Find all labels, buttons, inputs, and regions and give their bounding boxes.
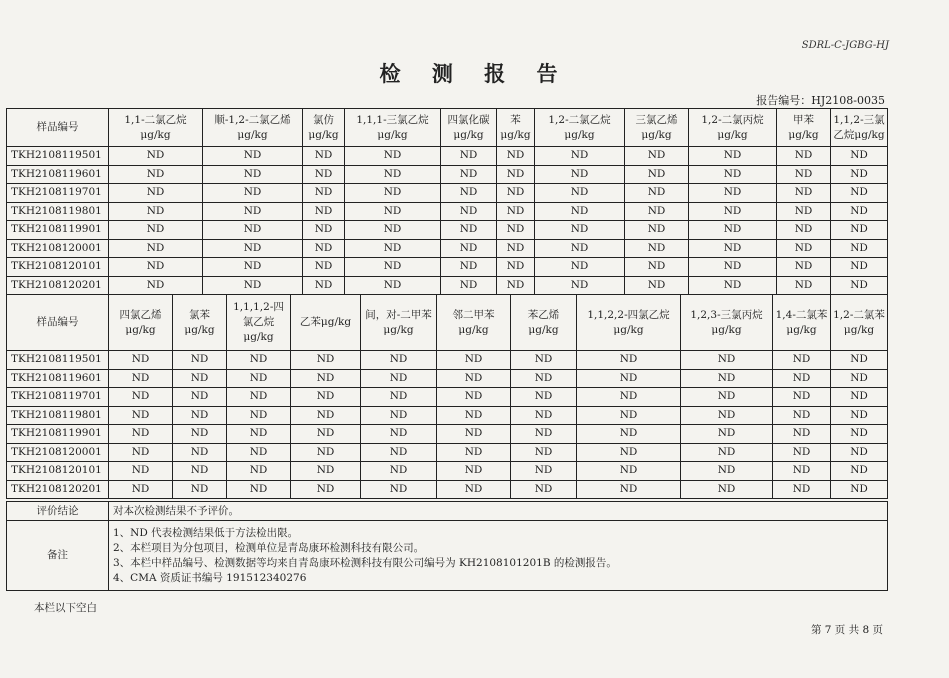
result-cell: ND <box>831 147 888 166</box>
result-cell: ND <box>441 276 497 295</box>
result-cell: ND <box>497 202 535 221</box>
result-cell: ND <box>291 406 361 425</box>
sample-id-cell: TKH2108120001 <box>7 443 109 462</box>
result-cell: ND <box>441 202 497 221</box>
analyte-header: 1,1-二氯乙烷 μg/kg <box>109 109 203 147</box>
table-row <box>7 406 888 425</box>
result-cell: ND <box>777 147 831 166</box>
result-cell: ND <box>577 351 681 370</box>
result-cell: ND <box>689 202 777 221</box>
result-cell: ND <box>227 351 291 370</box>
result-cell: ND <box>497 258 535 277</box>
result-cell: ND <box>831 202 888 221</box>
sample-id-cell: TKH2108120201 <box>7 276 109 295</box>
result-cell: ND <box>109 165 203 184</box>
result-cell: ND <box>689 221 777 240</box>
result-cell: ND <box>777 221 831 240</box>
result-cell: ND <box>773 369 831 388</box>
conclusion-text: 对本次检测结果不予评价。 <box>109 502 888 521</box>
result-cell: ND <box>535 202 625 221</box>
result-cell: ND <box>831 369 888 388</box>
note-line-2: 2、本栏项目为分包项目，检测单位是青岛康环检测科技有限公司。 <box>113 541 425 554</box>
result-cell: ND <box>361 369 437 388</box>
result-cell: ND <box>831 462 888 481</box>
table-row <box>7 425 888 444</box>
result-cell: ND <box>577 369 681 388</box>
result-cell: ND <box>173 443 227 462</box>
result-cell: ND <box>345 276 441 295</box>
analyte-header: 1,1,2-三氯乙烷μg/kg <box>831 109 888 147</box>
result-cell: ND <box>203 202 303 221</box>
result-cell: ND <box>291 425 361 444</box>
result-cell: ND <box>345 202 441 221</box>
table-row <box>7 462 888 481</box>
sample-id-cell: TKH2108119701 <box>7 184 109 203</box>
result-cell: ND <box>173 388 227 407</box>
sample-id-cell: TKH2108120001 <box>7 239 109 258</box>
result-cell: ND <box>777 165 831 184</box>
result-cell: ND <box>303 239 345 258</box>
result-cell: ND <box>773 351 831 370</box>
sample-id-cell: TKH2108119501 <box>7 147 109 166</box>
table-row <box>7 184 888 203</box>
document-code: SDRL-C-JGBG-HJ <box>801 40 889 51</box>
result-cell: ND <box>109 184 203 203</box>
result-cell: ND <box>203 239 303 258</box>
table-row <box>7 480 888 499</box>
result-cell: ND <box>437 351 511 370</box>
result-cell: ND <box>535 276 625 295</box>
result-cell: ND <box>831 351 888 370</box>
result-cell: ND <box>777 184 831 203</box>
result-cell: ND <box>773 425 831 444</box>
result-cell: ND <box>203 276 303 295</box>
result-cell: ND <box>303 184 345 203</box>
sample-id-cell: TKH2108119601 <box>7 165 109 184</box>
result-cell: ND <box>511 369 577 388</box>
analyte-header: 氯仿 μg/kg <box>303 109 345 147</box>
result-cell: ND <box>109 406 173 425</box>
result-cell: ND <box>109 276 203 295</box>
analyte-header: 间，对-二甲苯μg/kg <box>361 295 437 351</box>
result-cell: ND <box>361 406 437 425</box>
result-cell: ND <box>227 462 291 481</box>
result-cell: ND <box>291 351 361 370</box>
result-cell: ND <box>535 184 625 203</box>
result-cell: ND <box>361 480 437 499</box>
note-line-4: 4、CMA 资质证书编号 191512340276 <box>113 571 307 584</box>
result-cell: ND <box>109 258 203 277</box>
sample-id-cell: TKH2108119801 <box>7 202 109 221</box>
result-cell: ND <box>831 480 888 499</box>
sample-id-cell: TKH2108119601 <box>7 369 109 388</box>
result-cell: ND <box>681 425 773 444</box>
result-cell: ND <box>437 406 511 425</box>
table-row <box>7 276 888 295</box>
analyte-header: 1,2,3-三氯丙烷 μg/kg <box>681 295 773 351</box>
result-cell: ND <box>109 369 173 388</box>
result-cell: ND <box>535 258 625 277</box>
result-cell: ND <box>437 425 511 444</box>
sample-id-cell: TKH2108120201 <box>7 480 109 499</box>
table-row <box>7 239 888 258</box>
analyte-header: 氯苯 μg/kg <box>173 295 227 351</box>
results-table-1 <box>6 108 888 295</box>
sample-id-cell: TKH2108119701 <box>7 388 109 407</box>
result-cell: ND <box>303 221 345 240</box>
result-cell: ND <box>681 443 773 462</box>
table-row <box>7 388 888 407</box>
result-cell: ND <box>109 202 203 221</box>
result-cell: ND <box>227 480 291 499</box>
result-cell: ND <box>625 165 689 184</box>
result-cell: ND <box>173 462 227 481</box>
table-row <box>7 147 888 166</box>
result-cell: ND <box>681 406 773 425</box>
result-cell: ND <box>345 221 441 240</box>
result-cell: ND <box>497 276 535 295</box>
result-cell: ND <box>511 388 577 407</box>
result-cell: ND <box>497 165 535 184</box>
page-title: 检 测 报 告 <box>379 61 570 86</box>
conclusion-row <box>7 502 888 521</box>
result-cell: ND <box>203 184 303 203</box>
result-cell: ND <box>497 147 535 166</box>
result-cell: ND <box>441 221 497 240</box>
sample-id-cell: TKH2108119901 <box>7 221 109 240</box>
notes-label: 备注 <box>7 521 109 591</box>
table-row <box>7 258 888 277</box>
result-cell: ND <box>773 462 831 481</box>
result-cell: ND <box>777 202 831 221</box>
result-cell: ND <box>511 480 577 499</box>
result-cell: ND <box>535 221 625 240</box>
result-cell: ND <box>227 369 291 388</box>
result-cell: ND <box>437 369 511 388</box>
result-cell: ND <box>109 239 203 258</box>
result-cell: ND <box>441 147 497 166</box>
result-cell: ND <box>625 221 689 240</box>
result-cell: ND <box>625 147 689 166</box>
table-row <box>7 202 888 221</box>
result-cell: ND <box>109 147 203 166</box>
result-cell: ND <box>689 184 777 203</box>
result-cell: ND <box>535 147 625 166</box>
sample-id-header: 样品编号 <box>7 109 109 147</box>
analyte-header: 苯 μg/kg <box>497 109 535 147</box>
result-cell: ND <box>361 443 437 462</box>
analyte-header: 顺-1,2-二氯乙烯 μg/kg <box>203 109 303 147</box>
analyte-header: 四氯化碳μg/kg <box>441 109 497 147</box>
notes-row <box>7 521 888 591</box>
result-cell: ND <box>345 184 441 203</box>
result-cell: ND <box>511 443 577 462</box>
result-cell: ND <box>291 443 361 462</box>
result-cell: ND <box>831 239 888 258</box>
table-row <box>7 165 888 184</box>
sample-id-cell: TKH2108120101 <box>7 462 109 481</box>
result-cell: ND <box>109 388 173 407</box>
table-row <box>7 351 888 370</box>
table-row <box>7 221 888 240</box>
result-cell: ND <box>831 165 888 184</box>
analyte-header: 邻二甲苯 μg/kg <box>437 295 511 351</box>
result-cell: ND <box>535 165 625 184</box>
result-cell: ND <box>689 165 777 184</box>
result-cell: ND <box>689 258 777 277</box>
result-cell: ND <box>625 258 689 277</box>
result-cell: ND <box>625 184 689 203</box>
result-cell: ND <box>577 443 681 462</box>
result-cell: ND <box>303 202 345 221</box>
note-line-1: 1、ND 代表检测结果低于方法检出限。 <box>113 526 299 539</box>
result-cell: ND <box>773 443 831 462</box>
result-cell: ND <box>831 406 888 425</box>
result-cell: ND <box>345 147 441 166</box>
result-cell: ND <box>511 406 577 425</box>
conclusion-label: 评价结论 <box>7 502 109 521</box>
analyte-header: 四氯乙烯 μg/kg <box>109 295 173 351</box>
analyte-header: 1,1,2,2-四氯乙烷 μg/kg <box>577 295 681 351</box>
result-cell: ND <box>777 276 831 295</box>
result-cell: ND <box>773 480 831 499</box>
result-cell: ND <box>777 258 831 277</box>
result-cell: ND <box>173 351 227 370</box>
result-cell: ND <box>345 239 441 258</box>
result-cell: ND <box>681 480 773 499</box>
analyte-header: 乙苯μg/kg <box>291 295 361 351</box>
result-cell: ND <box>109 351 173 370</box>
result-cell: ND <box>577 406 681 425</box>
result-cell: ND <box>203 165 303 184</box>
analyte-header: 1,1,1-三氯乙烷 μg/kg <box>345 109 441 147</box>
result-cell: ND <box>109 221 203 240</box>
result-cell: ND <box>303 276 345 295</box>
remarks-table <box>6 501 888 591</box>
result-cell: ND <box>777 239 831 258</box>
analyte-header: 三氯乙烯 μg/kg <box>625 109 689 147</box>
result-cell: ND <box>109 462 173 481</box>
result-cell: ND <box>109 443 173 462</box>
result-cell: ND <box>831 184 888 203</box>
result-cell: ND <box>689 276 777 295</box>
result-cell: ND <box>345 165 441 184</box>
result-cell: ND <box>291 388 361 407</box>
result-cell: ND <box>227 388 291 407</box>
result-cell: ND <box>831 388 888 407</box>
analyte-header: 1,2-二氯丙烷μg/kg <box>689 109 777 147</box>
result-cell: ND <box>511 462 577 481</box>
sample-id-cell: TKH2108119501 <box>7 351 109 370</box>
result-cell: ND <box>497 239 535 258</box>
result-cell: ND <box>437 388 511 407</box>
result-cell: ND <box>831 221 888 240</box>
result-cell: ND <box>303 147 345 166</box>
result-cell: ND <box>361 462 437 481</box>
result-cell: ND <box>831 425 888 444</box>
table-row <box>7 443 888 462</box>
result-cell: ND <box>437 480 511 499</box>
notes-content <box>109 521 888 591</box>
result-cell: ND <box>303 258 345 277</box>
result-cell: ND <box>441 239 497 258</box>
result-cell: ND <box>227 406 291 425</box>
sample-id-cell: TKH2108119901 <box>7 425 109 444</box>
result-cell: ND <box>681 351 773 370</box>
result-cell: ND <box>361 425 437 444</box>
result-cell: ND <box>227 443 291 462</box>
result-cell: ND <box>109 480 173 499</box>
table-header-row <box>7 295 888 351</box>
result-cell: ND <box>203 147 303 166</box>
sample-id-cell: TKH2108120101 <box>7 258 109 277</box>
result-cell: ND <box>625 202 689 221</box>
result-cell: ND <box>511 425 577 444</box>
page-number: 第 7 页 共 8 页 <box>810 624 883 636</box>
result-cell: ND <box>345 258 441 277</box>
result-cell: ND <box>577 388 681 407</box>
analyte-header: 1,4-二氯苯 μg/kg <box>773 295 831 351</box>
sample-id-header: 样品编号 <box>7 295 109 351</box>
result-cell: ND <box>577 480 681 499</box>
results-table-2 <box>6 294 888 499</box>
result-cell: ND <box>173 480 227 499</box>
result-cell: ND <box>173 369 227 388</box>
result-cell: ND <box>773 406 831 425</box>
result-cell: ND <box>203 221 303 240</box>
result-cell: ND <box>831 443 888 462</box>
result-cell: ND <box>437 443 511 462</box>
table-row <box>7 369 888 388</box>
result-cell: ND <box>681 462 773 481</box>
result-cell: ND <box>203 258 303 277</box>
result-cell: ND <box>291 369 361 388</box>
result-cell: ND <box>497 221 535 240</box>
result-cell: ND <box>577 462 681 481</box>
analyte-header: 1,2-二氯乙烷 μg/kg <box>535 109 625 147</box>
note-line-3: 3、本栏中样品编号、检测数据等均来自青岛康环检测科技有限公司编号为 KH2108101201B 的检测报告。 <box>113 556 617 569</box>
analyte-header: 1,1,1,2-四氯乙烷 μg/kg <box>227 295 291 351</box>
analyte-header: 苯乙烯 μg/kg <box>511 295 577 351</box>
result-cell: ND <box>681 388 773 407</box>
result-cell: ND <box>535 239 625 258</box>
result-cell: ND <box>109 425 173 444</box>
analyte-header: 1,2-二氯苯μg/kg <box>831 295 888 351</box>
result-cell: ND <box>831 276 888 295</box>
result-cell: ND <box>291 480 361 499</box>
result-cell: ND <box>681 369 773 388</box>
result-cell: ND <box>173 406 227 425</box>
result-cell: ND <box>441 184 497 203</box>
result-cell: ND <box>511 351 577 370</box>
result-cell: ND <box>497 184 535 203</box>
result-cell: ND <box>361 351 437 370</box>
table-header-row <box>7 109 888 147</box>
result-cell: ND <box>361 388 437 407</box>
result-cell: ND <box>689 239 777 258</box>
result-cell: ND <box>577 425 681 444</box>
sample-id-cell: TKH2108119801 <box>7 406 109 425</box>
result-cell: ND <box>441 165 497 184</box>
result-cell: ND <box>773 388 831 407</box>
result-cell: ND <box>291 462 361 481</box>
blank-below-note: 本栏以下空白 <box>34 602 97 614</box>
result-cell: ND <box>227 425 291 444</box>
result-cell: ND <box>831 258 888 277</box>
result-cell: ND <box>437 462 511 481</box>
result-cell: ND <box>689 147 777 166</box>
report-number: 报告编号：HJ2108-0035 <box>756 94 885 107</box>
result-cell: ND <box>625 239 689 258</box>
result-cell: ND <box>173 425 227 444</box>
result-cell: ND <box>625 276 689 295</box>
analyte-header: 甲苯 μg/kg <box>777 109 831 147</box>
result-cell: ND <box>303 165 345 184</box>
result-cell: ND <box>441 258 497 277</box>
